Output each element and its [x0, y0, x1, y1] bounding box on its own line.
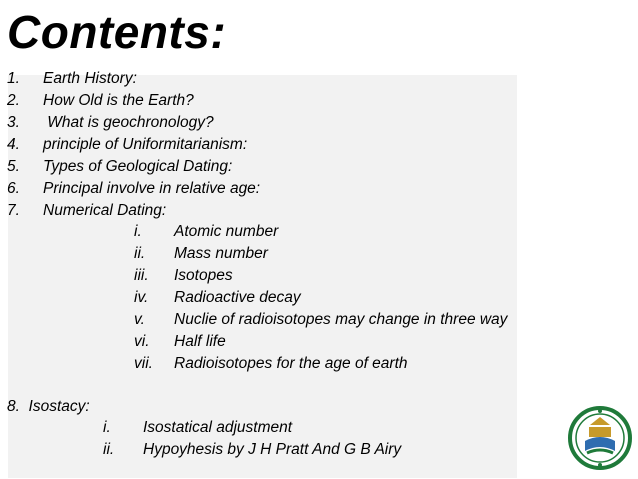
item-number: 3.	[7, 114, 20, 131]
item-number: 6.	[7, 180, 20, 197]
subitem-number: ii.	[134, 245, 146, 262]
subitem-text: Hypoyhesis by J H Pratt And G B Airy	[143, 441, 402, 458]
item-number: 2.	[7, 92, 20, 109]
subitem-number: vi.	[134, 333, 150, 350]
item-number: 7.	[7, 202, 20, 219]
subitem-number: v.	[134, 311, 145, 328]
item-text: How Old is the Earth?	[43, 92, 194, 109]
subitem-number: iii.	[134, 267, 149, 284]
item-text: What is geochronology?	[43, 114, 214, 131]
item-text: principle of Uniformitarianism:	[43, 136, 248, 153]
subitem-number: i.	[134, 223, 142, 240]
subitem-text: Isotopes	[174, 267, 233, 284]
page-title: Contents:	[7, 6, 227, 58]
item-text: Principal involve in relative age:	[43, 180, 261, 197]
item-text: 8. Isostacy:	[7, 398, 90, 415]
subitem-number: iv.	[134, 289, 149, 306]
subitem-number: i.	[103, 419, 111, 436]
subitem-text: Half life	[174, 333, 226, 350]
subitem-text: Radioisotopes for the age of earth	[174, 355, 408, 372]
item-number: 1.	[7, 70, 20, 87]
item-number: 5.	[7, 158, 20, 175]
subitem-number: vii.	[134, 355, 153, 372]
subitem-text: Mass number	[174, 245, 268, 262]
item-text: Earth History:	[43, 70, 137, 87]
item-text: Numerical Dating:	[43, 202, 167, 219]
subitem-number: ii.	[103, 441, 115, 458]
subitem-text: Nuclie of radioisotopes may change in three way	[174, 311, 508, 328]
subitem-text: Isostatical adjustment	[143, 419, 293, 436]
university-seal-logo	[565, 403, 635, 473]
subitem-text: Atomic number	[174, 223, 279, 240]
subitem-text: Radioactive decay	[174, 289, 301, 306]
item-text: Types of Geological Dating:	[43, 158, 233, 175]
item-number: 4.	[7, 136, 20, 153]
